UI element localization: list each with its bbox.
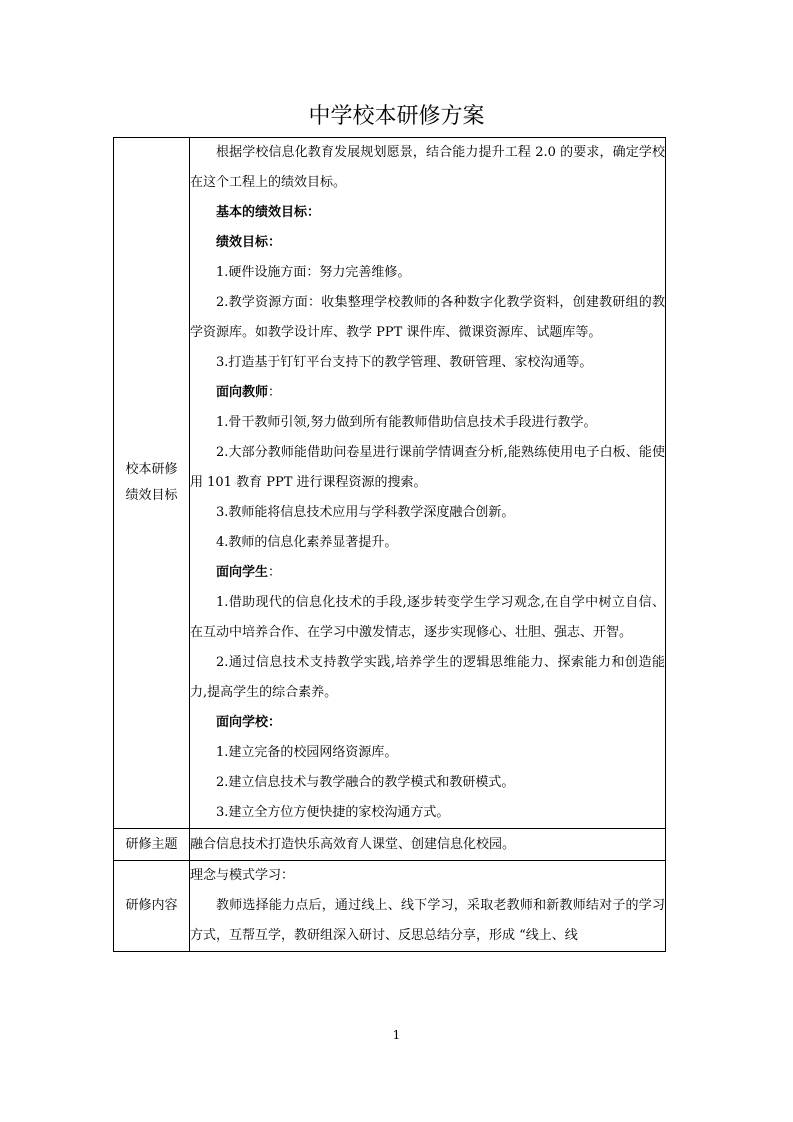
table-row-goals (114, 138, 666, 829)
table-row-content (114, 861, 666, 952)
school-item: 1.建立完备的校园网络资源库。 (216, 745, 398, 760)
teacher-item: 3.教师能将信息技术应用与学科教学深度融合创新。 (216, 505, 515, 520)
teacher-heading (190, 378, 665, 408)
student-heading (190, 558, 665, 588)
student-heading-colon: ： (268, 565, 282, 580)
goal-item: 1.硬件设施方面：努力完善维修。 (216, 265, 411, 280)
school-item: 2.建立信息技术与教学融合的教学模式和教研模式。 (216, 775, 515, 790)
row-label-content: 研修内容 (114, 861, 190, 952)
school-item: 3.建立全方位方便快捷的家校沟通方式。 (216, 805, 450, 820)
label-line: 校本研修 (125, 462, 178, 477)
teacher-heading-text: 面向教师 (216, 385, 269, 400)
page-number: 1 (392, 1028, 401, 1042)
content-paragraph: 教师选择能力点后，通过线上、线下学习，采取老教师和新教师结对子的学习方式，互帮互学，教研组深入研讨、反思总结分享，形成 “线上、线 (190, 898, 665, 943)
row-label-goals (114, 138, 190, 829)
document-title: 中学校本研修方案 (308, 104, 485, 129)
goals-heading: 绩效目标： (216, 235, 282, 250)
content-subheading: 理念与模式学习： (190, 868, 295, 883)
teacher-item: 2.大部分教师能借助问卷星进行课前学情调查分析,能熟练使用电子白板、能使用 101 教育 PPT 进行课程资源的搜索。 (190, 445, 665, 490)
goal-item: 2.教学资源方面：收集整理学校教师的各种数字化教学资料，创建教研组的教学资源库。如教学设计库、教学 PPT 课件库、微课资源库、试题库等。 (190, 295, 665, 340)
teacher-item: 1.骨干教师引领,努力做到所有能教师借助信息技术手段进行教学。 (216, 415, 597, 430)
student-item: 2.通过信息技术支持教学实践,培养学生的逻辑思维能力、探索能力和创造能力,提高学生的综合素养。 (190, 655, 665, 700)
student-item: 1.借助现代的信息化技术的手段,逐步转变学生学习观念,在自学中树立自信、在互动中培养合作、在学习中激发情志，逐步实现修心、壮胆、强志、开智。 (190, 595, 665, 640)
teacher-item: 4.教师的信息化素养显著提升。 (216, 535, 398, 550)
basic-goals-heading: 基本的绩效目标： (216, 205, 321, 220)
label-line: 绩效目标 (125, 488, 178, 503)
school-heading: 面向学校： (216, 715, 282, 730)
goal-item: 3.打造基于钉钉平台支持下的教学管理、教研管理、家校沟通等。 (216, 355, 593, 370)
intro-paragraph: 根据学校信息化教育发展规划愿景，结合能力提升工程 2.0 的要求，确定学校在这个工程上的绩效目标。 (190, 145, 665, 190)
table-row-theme (114, 829, 666, 861)
row-body-content (190, 861, 666, 952)
row-body-goals (190, 138, 666, 829)
row-body-theme (190, 829, 666, 861)
theme-text: 融合信息技术打造快乐高效育人课堂、创建信息化校园。 (190, 836, 516, 852)
plan-table (113, 137, 666, 952)
row-label-theme: 研修主题 (114, 829, 190, 861)
teacher-heading-colon: ： (268, 385, 282, 400)
student-heading-text: 面向学生 (216, 565, 269, 580)
